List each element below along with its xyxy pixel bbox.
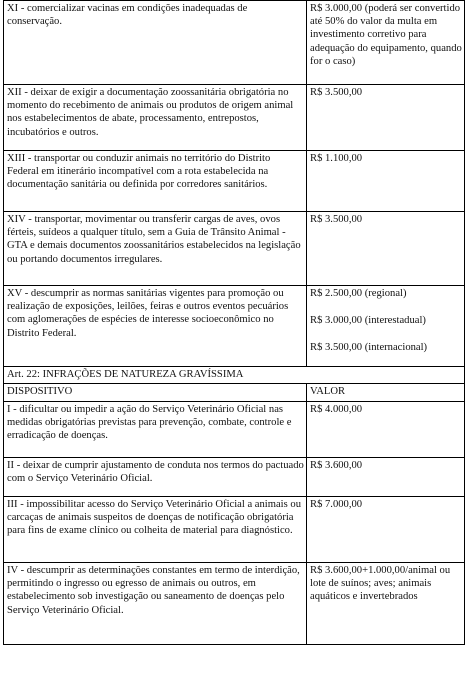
valor-cell	[307, 151, 465, 212]
dispositivo-cell: I - dificultar ou impedir a ação do Serviço Veterinário Oficial nas medidas obrigatórias previstas para prevenção, combate, controle e erradicação de doenças.	[4, 402, 307, 458]
valor-text: R$ 4.000,00	[310, 404, 363, 415]
valor-cell	[307, 458, 465, 497]
dispositivo-cell: XI - comercializar vacinas em condições inadequadas de conservação.	[4, 1, 307, 85]
dispositivo-cell: XIV - transportar, movimentar ou transferir cargas de aves, ovos férteis, suídeos a qualquer título, sem a Guia de Trânsito Animal - GTA e demais documentos zoossanitários estabelecidos na legislação ou portando documentos irregulares.	[4, 212, 307, 286]
section-title: Art. 22: INFRAÇÕES DE NATUREZA GRAVÍSSIMA	[4, 367, 465, 384]
valor-text: R$ 3.500,00	[310, 214, 363, 225]
infractions-table-body	[4, 1, 465, 645]
valor-cell	[307, 286, 465, 367]
column-header-valor: VALOR	[307, 384, 465, 402]
valor-cell	[307, 212, 465, 286]
valor-text: R$ 3.600,00+1.000,00/animal ou lote de suínos; aves; animais aquáticos e invertebrados	[310, 565, 451, 603]
valor-text: R$ 3.500,00 (internacional)	[310, 342, 428, 354]
table-row	[4, 286, 465, 367]
table-row	[4, 1, 465, 85]
infractions-table	[3, 0, 465, 645]
valor-text: R$ 1.100,00	[310, 153, 363, 164]
table-row	[4, 85, 465, 151]
valor-text: R$ 7.000,00	[310, 499, 363, 510]
dispositivo-cell: XIII - transportar ou conduzir animais no território do Distrito Federal em itinerário incompatível com a rota estabelecida na documentação sanitária ou definida por corredores sanitários.	[4, 151, 307, 212]
column-header-row	[4, 384, 465, 402]
table-row	[4, 563, 465, 645]
section-title-row	[4, 367, 465, 384]
dispositivo-cell: IV - descumprir as determinações constantes em termo de interdição, permitindo o ingresso ou egresso de animais ou outros, em estabelecimento sob investigação ou saneamento de doenças pelo Serviço Veterinário Oficial.	[4, 563, 307, 645]
valor-text: R$ 3.500,00	[310, 87, 363, 98]
dispositivo-cell: III - impossibilitar acesso do Serviço Veterinário Oficial a animais ou carcaças de animais suspeitos de doenças de notificação obrigatória para fins de exame clínico ou colheita de material para diagnóstico.	[4, 497, 307, 563]
table-row	[4, 458, 465, 497]
valor-text: R$ 3.000,00 (interestadual)	[310, 315, 426, 327]
valor-cell	[307, 1, 465, 85]
column-header-dispositivo: DISPOSITIVO	[4, 384, 307, 402]
valor-text: R$ 3.000,00 (poderá ser convertido até 50% do valor da multa em investimento corretivo para adequação do equipamento, quando for o caso)	[310, 3, 462, 67]
valor-cell	[307, 402, 465, 458]
dispositivo-cell: XV - descumprir as normas sanitárias vigentes para promoção ou realização de exposições, leilões, feiras e outros eventos pecuários com aglomerações de espécies de interesse socioeconômico no Distrito Federal.	[4, 286, 307, 367]
valor-text: R$ 2.500,00 (regional)	[310, 288, 407, 299]
table-row	[4, 212, 465, 286]
valor-cell	[307, 85, 465, 151]
dispositivo-cell: XII - deixar de exigir a documentação zoossanitária obrigatória no momento do recebimento de animais ou produtos de origem animal nos estabelecimentos de abate, processamento, entrepostos, incubatórios e outros.	[4, 85, 307, 151]
valor-cell	[307, 563, 465, 645]
table-row	[4, 151, 465, 212]
dispositivo-cell: II - deixar de cumprir ajustamento de conduta nos termos do pactuado com o Serviço Veterinário Oficial.	[4, 458, 307, 497]
valor-cell	[307, 497, 465, 563]
table-row	[4, 402, 465, 458]
valor-text: R$ 3.600,00	[310, 460, 363, 471]
table-row	[4, 497, 465, 563]
